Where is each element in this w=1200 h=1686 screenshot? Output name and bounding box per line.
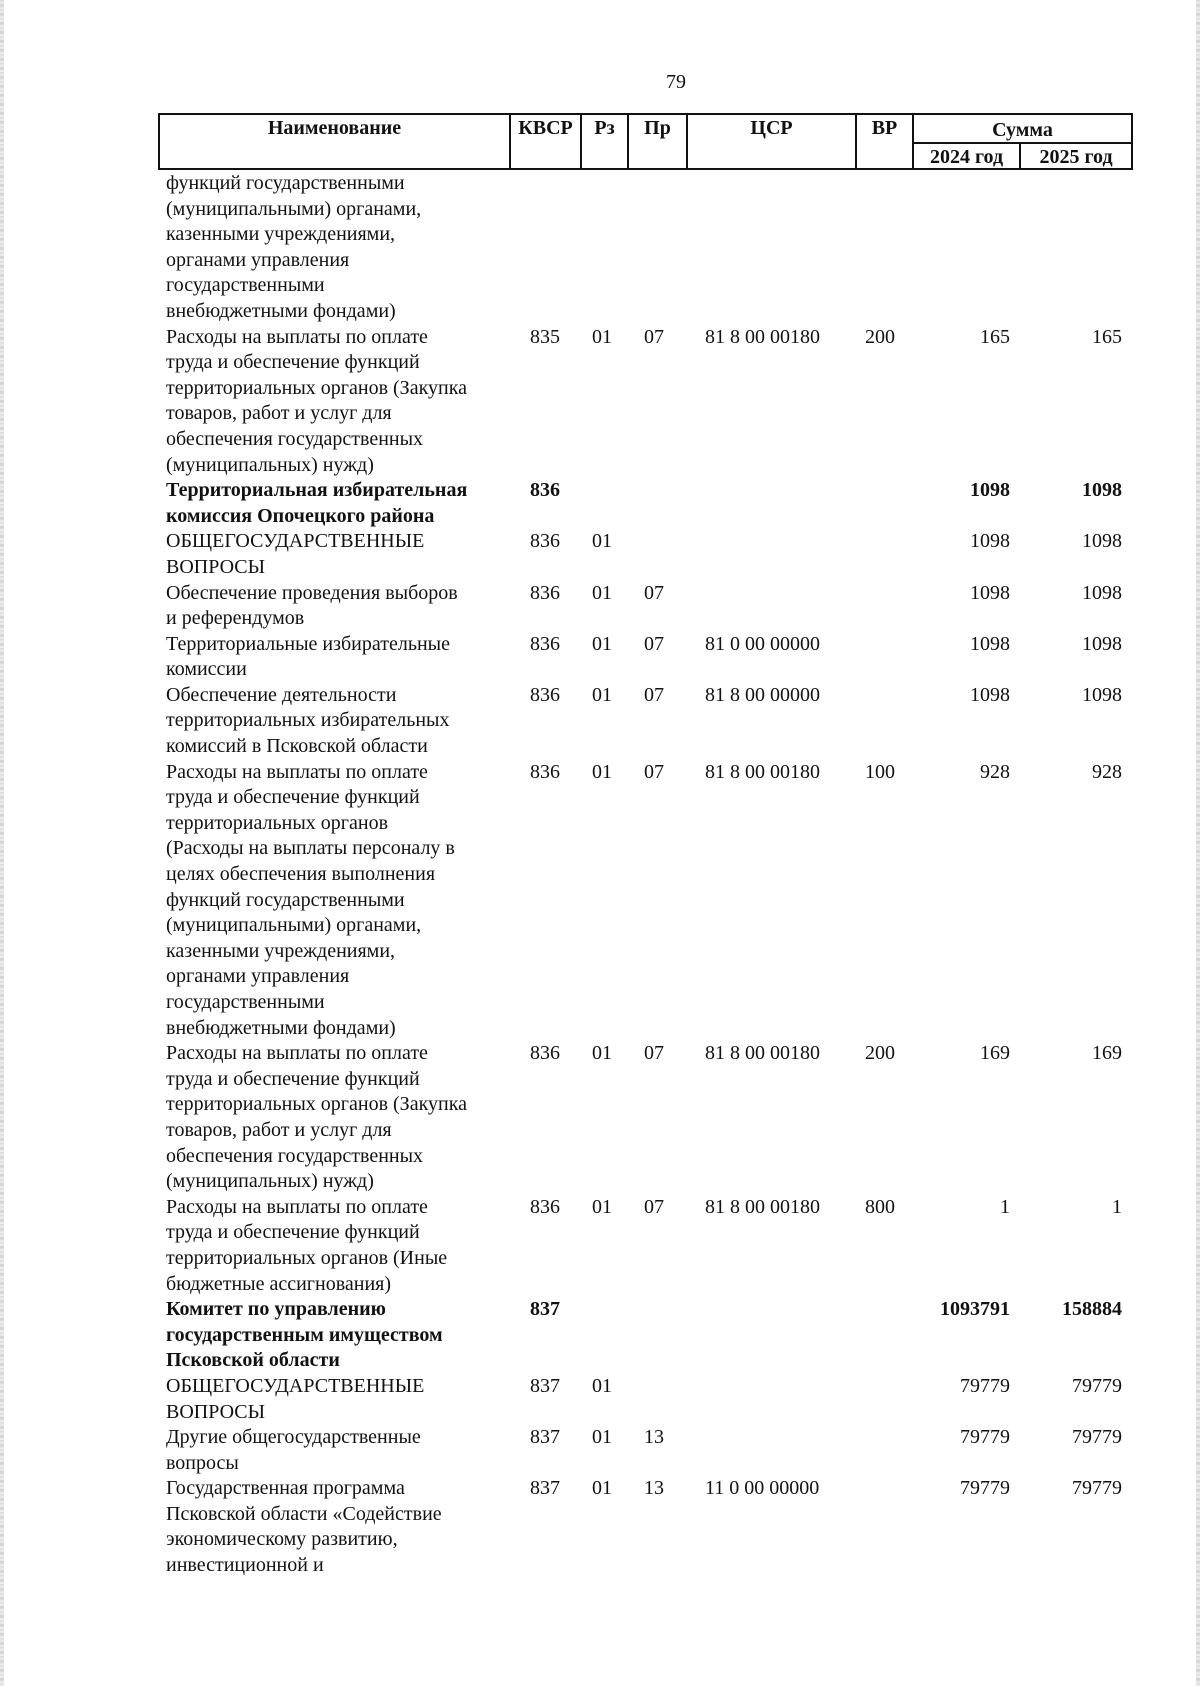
table-row xyxy=(0,1374,1200,1425)
cell-name: Территориальная избирательная комиссия Опочецкого района xyxy=(166,479,468,527)
cell-sum-2025: 1098 xyxy=(1082,581,1122,604)
cell-sum-2024: 79779 xyxy=(960,1374,1010,1397)
cell-rz: 01 xyxy=(592,530,612,553)
cell-csr: 81 8 00 00180 xyxy=(705,760,820,783)
cell-name: Расходы на выплаты по оплате труда и обеспечение функций территориальных органов (Иные бюджетные ассигнования) xyxy=(166,1195,448,1295)
cell-name: функций государственными (муниципальными) органами, казенными учреждениями, органами управления государственными внебюджетными фондами) xyxy=(166,172,422,322)
cell-sum-2024: 165 xyxy=(980,325,1010,348)
header-year-2025: 2025 год xyxy=(1039,146,1113,168)
cell-rz: 01 xyxy=(592,632,612,655)
table-row xyxy=(0,1297,1200,1374)
cell-vr: 200 xyxy=(865,1042,895,1065)
table-row xyxy=(0,1476,1200,1578)
cell-rz: 01 xyxy=(592,683,612,706)
table-row xyxy=(0,683,1200,760)
table-header xyxy=(158,113,1133,170)
table-row xyxy=(0,581,1200,632)
cell-csr: 81 8 00 00180 xyxy=(705,1042,820,1065)
cell-sum-2025: 1 xyxy=(1112,1195,1122,1218)
cell-sum-2025: 1098 xyxy=(1082,479,1122,502)
cell-kvsr: 836 xyxy=(530,683,560,706)
cell-name: Расходы на выплаты по оплате труда и обеспечение функций территориальных органов (Закупка товаров, работ и услуг для обеспечения государственных (муниципальных) нужд) xyxy=(166,325,468,476)
cell-rz: 01 xyxy=(592,325,612,348)
cell-sum-2024: 1098 xyxy=(970,479,1010,502)
cell-vr: 800 xyxy=(865,1195,895,1218)
cell-name: ОБЩЕГОСУДАРСТВЕННЫЕ ВОПРОСЫ xyxy=(166,530,425,578)
cell-sum-2024: 1098 xyxy=(970,683,1010,706)
cell-rz: 01 xyxy=(592,581,612,604)
header-rz: Рз xyxy=(594,117,615,139)
cell-sum-2025: 158884 xyxy=(1062,1298,1122,1321)
cell-kvsr: 836 xyxy=(530,581,560,604)
header-year-2024: 2024 год xyxy=(929,146,1004,168)
cell-sum-2025: 79779 xyxy=(1072,1374,1122,1397)
cell-rz: 01 xyxy=(592,1195,612,1218)
cell-kvsr: 836 xyxy=(530,1195,560,1218)
cell-sum-2025: 928 xyxy=(1092,760,1122,783)
header-pr: Пр xyxy=(644,117,671,139)
cell-pr: 13 xyxy=(644,1426,664,1449)
cell-sum-2025: 79779 xyxy=(1072,1426,1122,1449)
header-sum: Сумма xyxy=(992,119,1053,141)
cell-pr: 07 xyxy=(644,1195,664,1218)
table-body xyxy=(0,171,1200,1579)
cell-vr: 200 xyxy=(865,325,895,348)
cell-kvsr: 835 xyxy=(530,325,560,348)
cell-kvsr: 836 xyxy=(530,632,560,655)
cell-pr: 07 xyxy=(644,325,664,348)
cell-csr: 81 8 00 00000 xyxy=(705,683,820,706)
cell-name: Обеспечение проведения выборов и референдумов xyxy=(166,581,458,630)
cell-csr: 81 8 00 00180 xyxy=(705,1195,820,1218)
cell-kvsr: 837 xyxy=(530,1477,560,1500)
header-name: Наименование xyxy=(267,117,402,139)
cell-sum-2025: 1098 xyxy=(1082,632,1122,655)
cell-name: Территориальные избирательные комиссии xyxy=(166,632,450,681)
header-sum-divider xyxy=(912,142,1133,144)
table-row xyxy=(0,529,1200,580)
table-row xyxy=(0,171,1200,325)
cell-csr: 11 0 00 00000 xyxy=(705,1477,820,1500)
table-row xyxy=(0,632,1200,683)
cell-kvsr: 836 xyxy=(530,479,560,502)
cell-name: Комитет по управлению государственным имуществом Псковской области xyxy=(166,1298,443,1372)
header-vr: ВР xyxy=(871,117,898,139)
cell-pr: 07 xyxy=(644,632,664,655)
cell-csr: 81 8 00 00180 xyxy=(705,325,820,348)
cell-sum-2025: 1098 xyxy=(1082,530,1122,553)
cell-sum-2024: 1093791 xyxy=(940,1298,1010,1321)
cell-sum-2025: 169 xyxy=(1092,1042,1122,1065)
page-number: 79 xyxy=(666,71,686,93)
cell-rz: 01 xyxy=(592,1374,612,1397)
cell-pr: 07 xyxy=(644,581,664,604)
cell-pr: 07 xyxy=(644,683,664,706)
cell-sum-2024: 79779 xyxy=(960,1426,1010,1449)
cell-rz: 01 xyxy=(592,1426,612,1449)
cell-sum-2024: 1098 xyxy=(970,530,1010,553)
cell-sum-2025: 79779 xyxy=(1072,1477,1122,1500)
table-row xyxy=(0,325,1200,479)
cell-kvsr: 837 xyxy=(530,1298,560,1321)
cell-rz: 01 xyxy=(592,1042,612,1065)
cell-sum-2025: 165 xyxy=(1092,325,1122,348)
cell-sum-2024: 928 xyxy=(980,760,1010,783)
cell-pr: 07 xyxy=(644,760,664,783)
cell-kvsr: 837 xyxy=(530,1426,560,1449)
cell-kvsr: 837 xyxy=(530,1374,560,1397)
cell-sum-2025: 1098 xyxy=(1082,683,1122,706)
cell-sum-2024: 1098 xyxy=(970,581,1010,604)
cell-kvsr: 836 xyxy=(530,1042,560,1065)
cell-name: Государственная программа Псковской области «Содействие экономическому развитию, инвестиционной и xyxy=(166,1477,442,1577)
cell-sum-2024: 79779 xyxy=(960,1477,1010,1500)
cell-sum-2024: 169 xyxy=(980,1042,1010,1065)
cell-name: Другие общегосударственные вопросы xyxy=(166,1426,421,1474)
header-top-border xyxy=(158,113,1133,115)
cell-name: Расходы на выплаты по оплате труда и обеспечение функций территориальных органов (Закупка товаров, работ и услуг для обеспечения государственных (муниципальных) нужд) xyxy=(166,1042,468,1193)
cell-name: Обеспечение деятельности территориальных избирательных комиссий в Псковской области xyxy=(166,683,450,758)
header-csr: ЦСР xyxy=(750,117,793,139)
cell-vr: 100 xyxy=(865,760,895,783)
cell-pr: 13 xyxy=(644,1477,664,1500)
table-row xyxy=(0,478,1200,529)
table-row xyxy=(0,1425,1200,1476)
cell-kvsr: 836 xyxy=(530,760,560,783)
cell-name: Расходы на выплаты по оплате труда и обеспечение функций территориальных органов (Расходы на выплаты персоналу в целях обеспечения выполнения функций государственными (муниципальными) органами, казенными учреждениями, органами управления государственными внебюджетными фондами) xyxy=(166,760,455,1039)
table-row xyxy=(0,1195,1200,1297)
cell-name: ОБЩЕГОСУДАРСТВЕННЫЕ ВОПРОСЫ xyxy=(166,1374,425,1423)
cell-sum-2024: 1 xyxy=(1000,1195,1010,1218)
cell-pr: 07 xyxy=(644,1042,664,1065)
table-row xyxy=(0,1041,1200,1195)
table-row xyxy=(0,760,1200,1042)
cell-rz: 01 xyxy=(592,1477,612,1500)
cell-sum-2024: 1098 xyxy=(970,632,1010,655)
cell-rz: 01 xyxy=(592,760,612,783)
cell-csr: 81 0 00 00000 xyxy=(705,632,820,655)
header-kvsr: КВСР xyxy=(518,117,573,139)
cell-kvsr: 836 xyxy=(530,530,560,553)
